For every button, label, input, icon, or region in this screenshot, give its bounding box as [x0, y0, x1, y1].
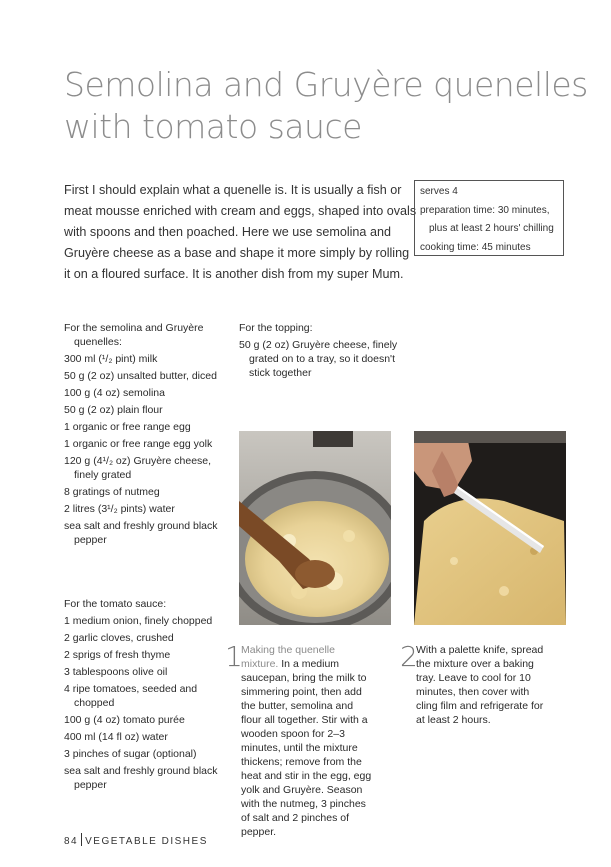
step-lead: Making the quenelle mixture.	[241, 644, 335, 670]
ingredients-heading: For the topping:	[239, 322, 313, 334]
ingredient-item: 120 g (4¹/₂ oz) Gruyère cheese, finely grated	[64, 455, 212, 481]
topping-ingredients	[239, 321, 399, 383]
chilling-time-text: plus at least 2 hours' chilling	[429, 223, 554, 234]
ingredient-item: 100 g (4 oz) semolina	[64, 387, 165, 399]
ingredient-item: sea salt and freshly ground black pepper	[64, 765, 218, 791]
intro-line: it on a floured surface. It is another dish from my super Mum.	[64, 267, 404, 281]
palette-knife-photo	[414, 431, 566, 625]
footer-divider	[81, 833, 82, 846]
cooking-time-text: cooking time: 45 minutes	[420, 241, 531, 253]
ingredient-item: sea salt and freshly ground black pepper	[64, 520, 218, 546]
saucepan-mixture-photo	[239, 431, 391, 625]
ingredient-item: 3 tablespoons olive oil	[64, 666, 168, 678]
method-step-1	[225, 640, 375, 839]
section-name: VEGETABLE DISHES	[85, 836, 208, 847]
intro-paragraph	[64, 180, 417, 285]
ingredient-item: 2 sprigs of fresh thyme	[64, 649, 171, 661]
step-text: With a palette knife, spread the mixture over a baking tray. Leave to cool for 10 minutes, then cover with cling film and refrigerate for at least 2 hours.	[416, 644, 544, 726]
ingredients-heading: For the tomato sauce:	[64, 598, 167, 610]
title-line: Semolina and Gruyère quenelles	[64, 65, 588, 104]
ingredient-item: 50 g (2 oz) Gruyère cheese, finely grated on to a tray, so it doesn't stick together	[239, 339, 398, 379]
step-text-block	[416, 643, 550, 727]
ingredient-item: 1 medium onion, finely chopped	[64, 615, 213, 627]
recipe-title	[64, 64, 588, 148]
recipe-info-box	[414, 180, 564, 256]
page-number: 84	[64, 836, 79, 847]
step-number: 2	[400, 640, 418, 673]
ingredients-heading: For the semolina and Gruyère quenelles:	[64, 322, 204, 348]
ingredient-item: 8 gratings of nutmeg	[64, 486, 160, 498]
quenelle-ingredients	[64, 321, 224, 550]
step-text: In a medium saucepan, bring the milk to simmering point, then add the butter, semolina and flour all together. Stir with a wooden spoon for 2–3 minutes, until the mixture thickens; remove from the heat and stir in the egg, egg yolk and Gruyère. Season with the nutmeg, 3 pinches of salt and 2 pinches of pepper.	[241, 658, 372, 838]
ingredient-item: 100 g (4 oz) tomato purée	[64, 714, 185, 726]
ingredient-item: 2 litres (3¹/₂ pints) water	[64, 503, 175, 515]
page-footer	[64, 833, 208, 849]
ingredient-item: 300 ml (¹/₂ pint) milk	[64, 353, 158, 365]
method-step-2	[400, 640, 550, 727]
ingredient-item: 4 ripe tomatoes, seeded and chopped	[64, 683, 198, 709]
ingredient-item: 1 organic or free range egg	[64, 421, 191, 433]
ingredient-item: 1 organic or free range egg yolk	[64, 438, 213, 450]
intro-line: with spoons and then poached. Here we use semolina and	[64, 225, 391, 239]
intro-line: meat mousse enriched with cream and eggs, shaped into ovals	[64, 204, 417, 218]
ingredient-item: 2 garlic cloves, crushed	[64, 632, 174, 644]
intro-line: First I should explain what a quenelle is. It is usually a fish or	[64, 183, 402, 197]
prep-time-text: preparation time: 30 minutes,	[420, 204, 550, 216]
intro-line: Gruyère cheese as a base and shape it more simply by rolling	[64, 246, 410, 260]
ingredient-item: 50 g (2 oz) unsalted butter, diced	[64, 370, 217, 382]
serves-text: serves 4	[420, 186, 458, 197]
step-text-block	[241, 643, 375, 839]
tomato-sauce-ingredients	[64, 597, 224, 795]
step-number: 1	[225, 640, 243, 673]
ingredient-item: 50 g (2 oz) plain flour	[64, 404, 163, 416]
ingredient-item: 3 pinches of sugar (optional)	[64, 748, 197, 760]
ingredient-item: 400 ml (14 fl oz) water	[64, 731, 168, 743]
title-line: with tomato sauce	[64, 107, 362, 146]
